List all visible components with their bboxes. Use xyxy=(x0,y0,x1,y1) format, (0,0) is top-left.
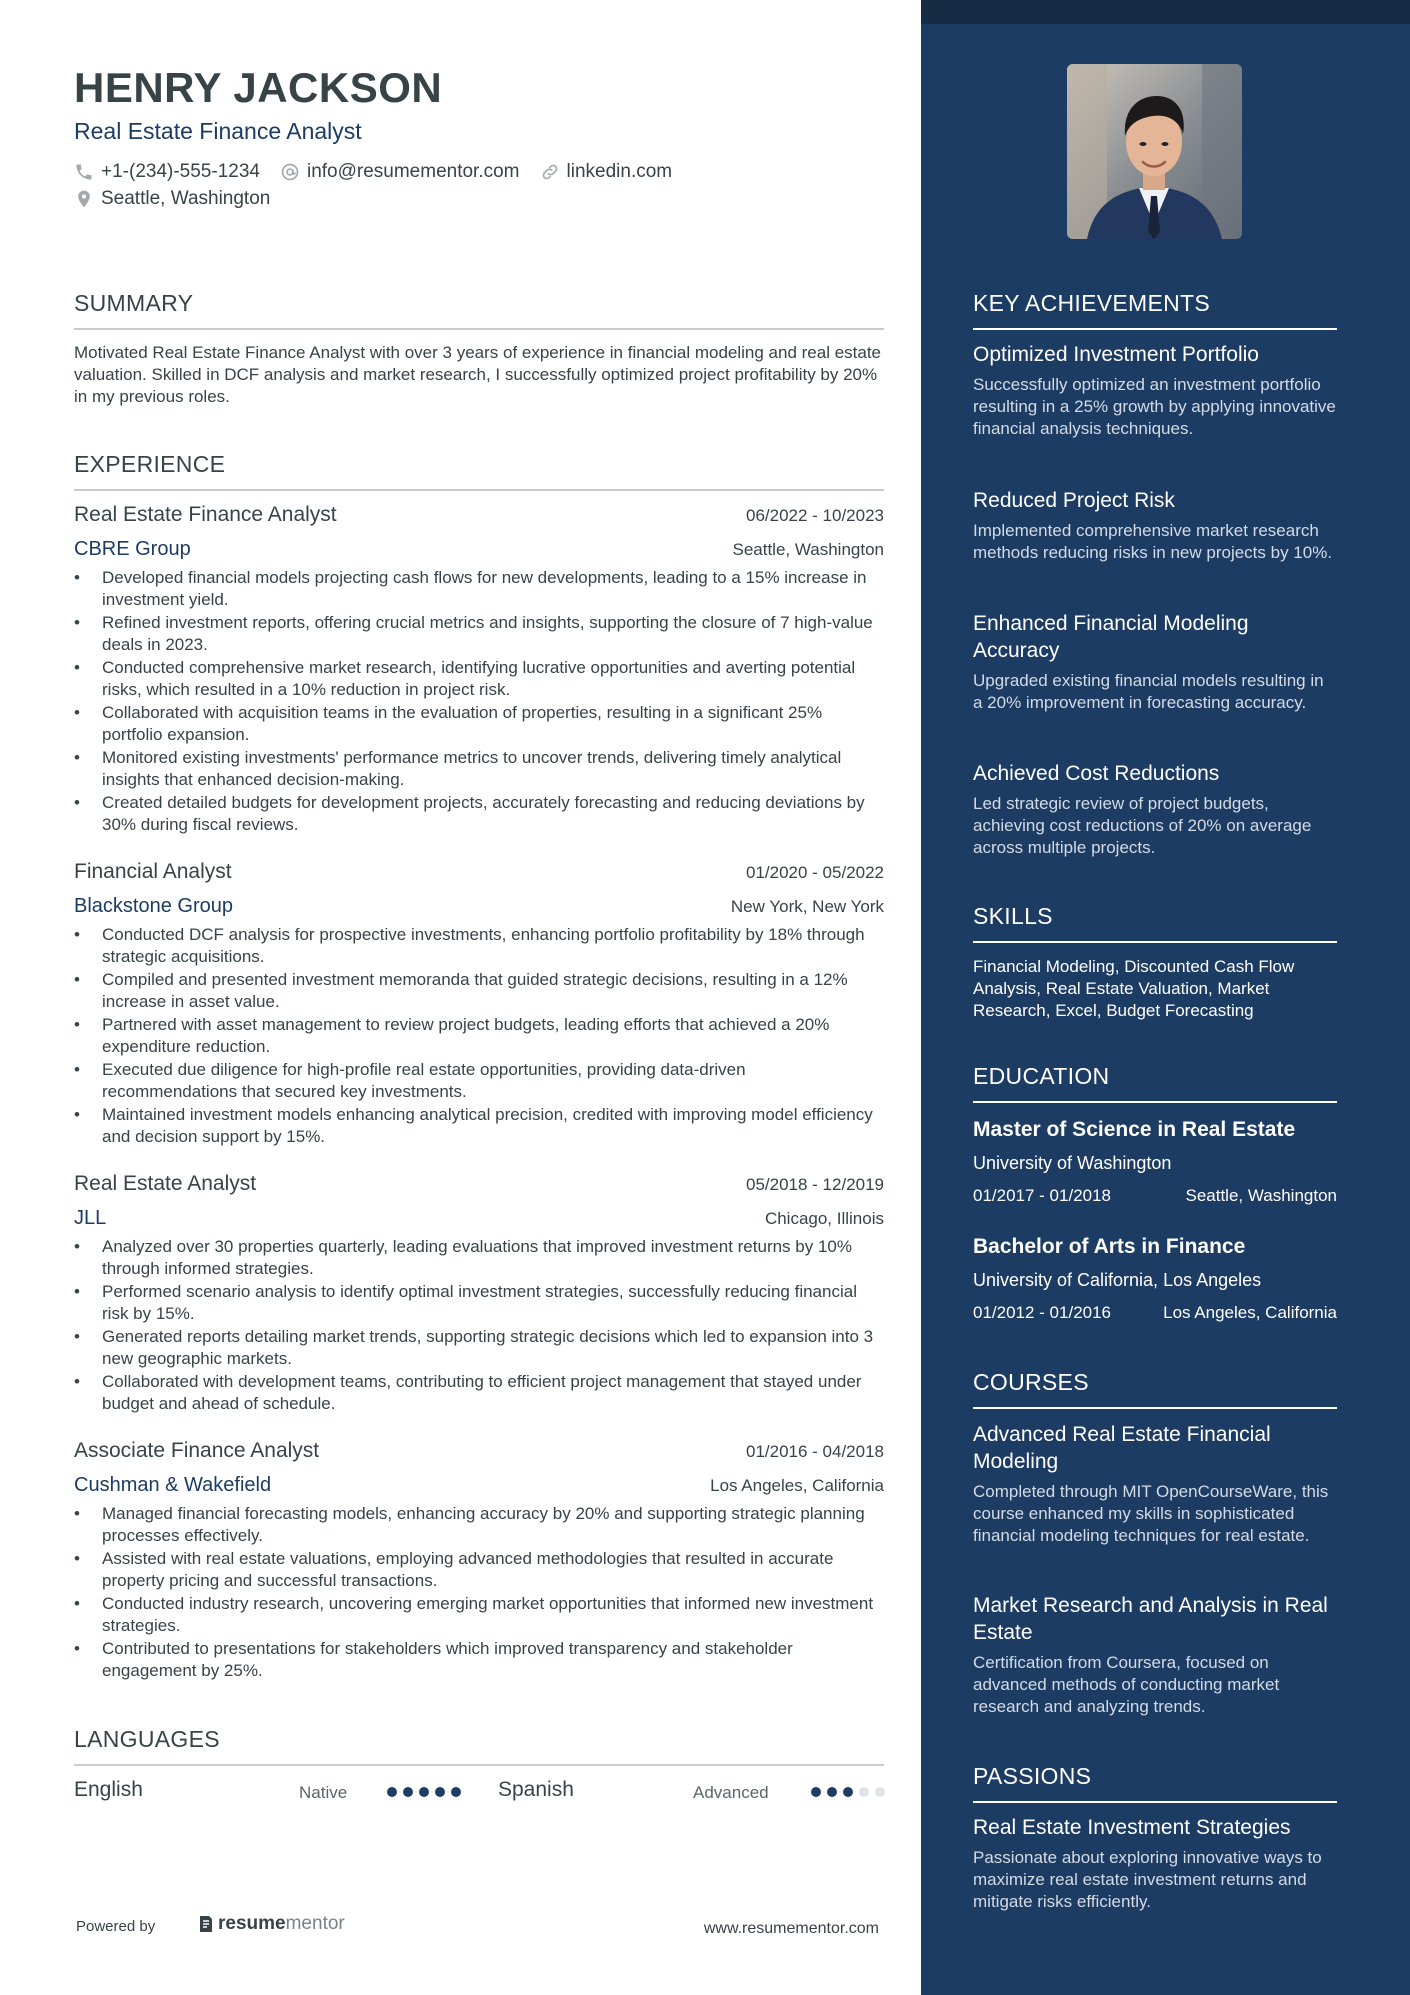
job-bullets xyxy=(74,924,884,1148)
job-bullet: • Executed due diligence for high-profile real estate opportunities, providing data-driven recommendations that secured key investments. xyxy=(74,1059,884,1103)
job-title: Associate Finance Analyst xyxy=(74,1439,320,1462)
education-school: University of Washington xyxy=(973,1153,1172,1173)
passion-item xyxy=(973,1814,1337,1913)
education-degree: Master of Science in Real Estate xyxy=(973,1118,1296,1141)
job-bullets xyxy=(74,567,884,836)
course-item xyxy=(973,1592,1337,1718)
job-bullet: • Assisted with real estate valuations, employing advanced methodologies that resulted in accurate property pricing and successful transactions. xyxy=(74,1548,884,1592)
location-text: Seattle, Washington xyxy=(101,188,271,209)
education-item xyxy=(973,1116,1337,1206)
course-desc: Completed through MIT OpenCourseWare, this course enhanced my skills in sophisticated financial modeling techniques for real estate. xyxy=(973,1482,1329,1545)
phone-icon xyxy=(74,162,94,182)
job-bullets xyxy=(74,1503,884,1682)
skills-block xyxy=(973,956,1337,1022)
job-dates: 05/2018 - 12/2019 xyxy=(745,1175,884,1194)
job-bullet: • Collaborated with acquisition teams in the evaluation of properties, resulting in a significant 25% portfolio expansion. xyxy=(74,702,884,746)
phone-text: +1-(234)-555-1234 xyxy=(101,161,260,182)
job-bullet: • Refined investment reports, offering crucial metrics and insights, supporting the closure of 7 high-value deals in 2023. xyxy=(74,612,884,656)
language-level: Native xyxy=(299,1783,348,1802)
achievement-item xyxy=(973,760,1337,859)
language-level: Advanced xyxy=(693,1783,769,1802)
education-heading: EDUCATION xyxy=(973,1063,1337,1103)
job-bullet: • Maintained investment models enhancing analytical precision, credited with improving model efficiency and decision support by 15%. xyxy=(74,1104,884,1148)
job-bullet: • Collaborated with development teams, contributing to efficient project management that stayed under budget and ahead of schedule. xyxy=(74,1371,884,1415)
contact-phone[interactable] xyxy=(74,161,260,183)
rating-dot-filled xyxy=(451,1787,461,1797)
logo-text-bold: resume xyxy=(218,1913,286,1934)
profile-photo-image xyxy=(1067,64,1242,239)
logo-text-light: mentor xyxy=(285,1913,345,1934)
course-title: Market Research and Analysis in Real Estate xyxy=(973,1594,1328,1644)
job-bullet: • Created detailed budgets for development projects, accurately forecasting and reducing deviations by 30% during fiscal reviews. xyxy=(74,792,884,836)
job-bullet: • Contributed to presentations for stakeholders which improved transparency and stakeholder engagement by 25%. xyxy=(74,1638,884,1682)
job-company: CBRE Group xyxy=(74,538,191,560)
education-dates: 01/2017 - 01/2018 xyxy=(973,1186,1112,1205)
job-bullet: • Managed financial forecasting models, enhancing accuracy by 20% and supporting strategic planning processes effectively. xyxy=(74,1503,884,1547)
job-location: Los Angeles, California xyxy=(710,1476,884,1495)
courses-heading: COURSES xyxy=(973,1369,1337,1409)
rating-dot-empty xyxy=(875,1787,885,1797)
language-rating xyxy=(811,1787,891,1797)
job-bullet: • Partnered with asset management to review project budgets, leading efforts that achieved a 20% expenditure reduction. xyxy=(74,1014,884,1058)
rating-dot-empty xyxy=(859,1787,869,1797)
profile-photo xyxy=(1067,64,1242,239)
job-bullet: • Developed financial models projecting cash flows for new developments, leading to a 15% increase in investment yield. xyxy=(74,567,884,611)
rating-dot-filled xyxy=(403,1787,413,1797)
achievement-item xyxy=(973,487,1337,564)
job-bullet: • Generated reports detailing market trends, supporting strategic decisions which led to expansion into 3 new geographic markets. xyxy=(74,1326,884,1370)
email-text: info@resumementor.com xyxy=(306,161,520,182)
candidate-name: HENRY JACKSON xyxy=(74,64,443,111)
candidate-title: Real Estate Finance Analyst xyxy=(74,118,362,144)
job-company: Cushman & Wakefield xyxy=(74,1474,272,1496)
education-school: University of California, Los Angeles xyxy=(973,1270,1262,1290)
resumementor-logo[interactable] xyxy=(198,1913,345,1935)
contact-location xyxy=(74,188,270,210)
language-name: Spanish xyxy=(498,1778,574,1801)
achievement-title: Optimized Investment Portfolio xyxy=(973,343,1259,366)
language-name: English xyxy=(74,1778,143,1801)
job-bullet: • Monitored existing investments' performance metrics to uncover trends, delivering timely analytical insights that enhanced decision-making. xyxy=(74,747,884,791)
job-location: Chicago, Illinois xyxy=(764,1209,884,1228)
experience-heading: EXPERIENCE xyxy=(74,451,884,491)
contact-email[interactable] xyxy=(280,161,520,183)
contact-row xyxy=(74,161,692,183)
job-company: JLL xyxy=(74,1207,107,1229)
achievement-title: Enhanced Financial Modeling Accuracy xyxy=(973,612,1249,662)
summary-text: Motivated Real Estate Finance Analyst with over 3 years of experience in financial modeling and real estate valuation. Skilled in DCF analysis and market research, I successfully optimized project profitability by 20% in my previous roles. xyxy=(74,343,882,406)
skills-heading: SKILLS xyxy=(973,903,1337,943)
achievement-desc: Led strategic review of project budgets, achieving cost reductions of 20% on average across multiple projects. xyxy=(973,794,1312,857)
contact-linkedin[interactable] xyxy=(540,161,673,183)
resumementor-logo-icon xyxy=(198,1914,214,1934)
job-bullet: • Conducted comprehensive market research, identifying lucrative opportunities and averting potential risks, which resulted in a 10% reduction in project risk. xyxy=(74,657,884,701)
job-bullet: • Conducted DCF analysis for prospective investments, enhancing portfolio profitability by 18% through strategic acquisitions. xyxy=(74,924,884,968)
rating-dot-filled xyxy=(827,1787,837,1797)
languages-row xyxy=(74,1778,884,1808)
job-bullet: • Compiled and presented investment memoranda that guided strategic decisions, resulting in a 12% increase in asset value. xyxy=(74,969,884,1013)
job-title: Real Estate Finance Analyst xyxy=(74,503,337,526)
job-dates: 01/2016 - 04/2018 xyxy=(745,1442,884,1461)
job-bullet: • Conducted industry research, uncovering emerging market opportunities that informed new investment strategies. xyxy=(74,1593,884,1637)
job-entry xyxy=(74,860,884,1149)
passion-title: Real Estate Investment Strategies xyxy=(973,1816,1291,1839)
achievement-title: Achieved Cost Reductions xyxy=(973,762,1220,785)
job-entry xyxy=(74,1439,884,1683)
footer-url[interactable]: www.resumementor.com xyxy=(703,1920,879,1937)
job-dates: 06/2022 - 10/2023 xyxy=(745,506,884,525)
achievement-item xyxy=(973,610,1337,714)
job-bullet: • Analyzed over 30 properties quarterly, leading evaluations that improved investment returns by 10% through informed strategies. xyxy=(74,1236,884,1280)
job-title: Financial Analyst xyxy=(74,860,232,883)
achievement-desc: Implemented comprehensive market research methods reducing risks in new projects by 10%. xyxy=(973,521,1333,562)
job-bullets xyxy=(74,1236,884,1415)
achievement-title: Reduced Project Risk xyxy=(973,489,1175,512)
job-bullet: • Performed scenario analysis to identify optimal investment strategies, successfully reducing financial risk by 15%. xyxy=(74,1281,884,1325)
language-rating xyxy=(387,1787,467,1797)
job-entry xyxy=(74,1172,884,1416)
languages-heading: LANGUAGES xyxy=(74,1726,884,1766)
rating-dot-filled xyxy=(387,1787,397,1797)
rating-dot-filled xyxy=(843,1787,853,1797)
education-degree: Bachelor of Arts in Finance xyxy=(973,1235,1246,1258)
job-title: Real Estate Analyst xyxy=(74,1172,257,1195)
rating-dot-filled xyxy=(419,1787,429,1797)
job-location: New York, New York xyxy=(730,897,884,916)
education-location: Seattle, Washington xyxy=(1185,1186,1337,1205)
at-icon xyxy=(280,162,300,182)
rating-dot-filled xyxy=(811,1787,821,1797)
course-title: Advanced Real Estate Financial Modeling xyxy=(973,1423,1271,1473)
passions-heading: PASSIONS xyxy=(973,1763,1337,1803)
education-location: Los Angeles, California xyxy=(1163,1303,1337,1322)
job-location: Seattle, Washington xyxy=(732,540,884,559)
achievements-heading: KEY ACHIEVEMENTS xyxy=(973,290,1337,330)
education-item xyxy=(973,1233,1337,1323)
sidebar xyxy=(921,0,1410,1995)
contact-row-2 xyxy=(74,188,290,210)
link-icon xyxy=(540,162,560,182)
location-pin-icon xyxy=(74,189,94,209)
achievement-desc: Upgraded existing financial models resulting in a 20% improvement in forecasting accuracy. xyxy=(973,671,1324,712)
achievement-desc: Successfully optimized an investment portfolio resulting in a 25% growth by applying innovative financial analysis techniques. xyxy=(973,375,1336,438)
course-item xyxy=(973,1421,1337,1547)
achievement-item xyxy=(973,341,1337,440)
course-desc: Certification from Coursera, focused on advanced methods of conducting market research and analyzing trends. xyxy=(973,1653,1280,1716)
linkedin-text: linkedin.com xyxy=(566,161,673,182)
job-entry xyxy=(74,503,884,837)
education-dates: 01/2012 - 01/2016 xyxy=(973,1303,1112,1322)
sidebar-top-band xyxy=(921,0,1410,24)
job-company: Blackstone Group xyxy=(74,895,233,917)
skills-text: Financial Modeling, Discounted Cash Flow Analysis, Real Estate Valuation, Market Research, Excel, Budget Forecasting xyxy=(973,957,1295,1020)
rating-dot-filled xyxy=(435,1787,445,1797)
passion-desc: Passionate about exploring innovative ways to maximize real estate investment returns and mitigate risks efficiently. xyxy=(973,1848,1322,1911)
summary-heading: SUMMARY xyxy=(74,290,884,330)
powered-by-label: Powered by xyxy=(76,1918,156,1935)
job-dates: 01/2020 - 05/2022 xyxy=(745,863,884,882)
